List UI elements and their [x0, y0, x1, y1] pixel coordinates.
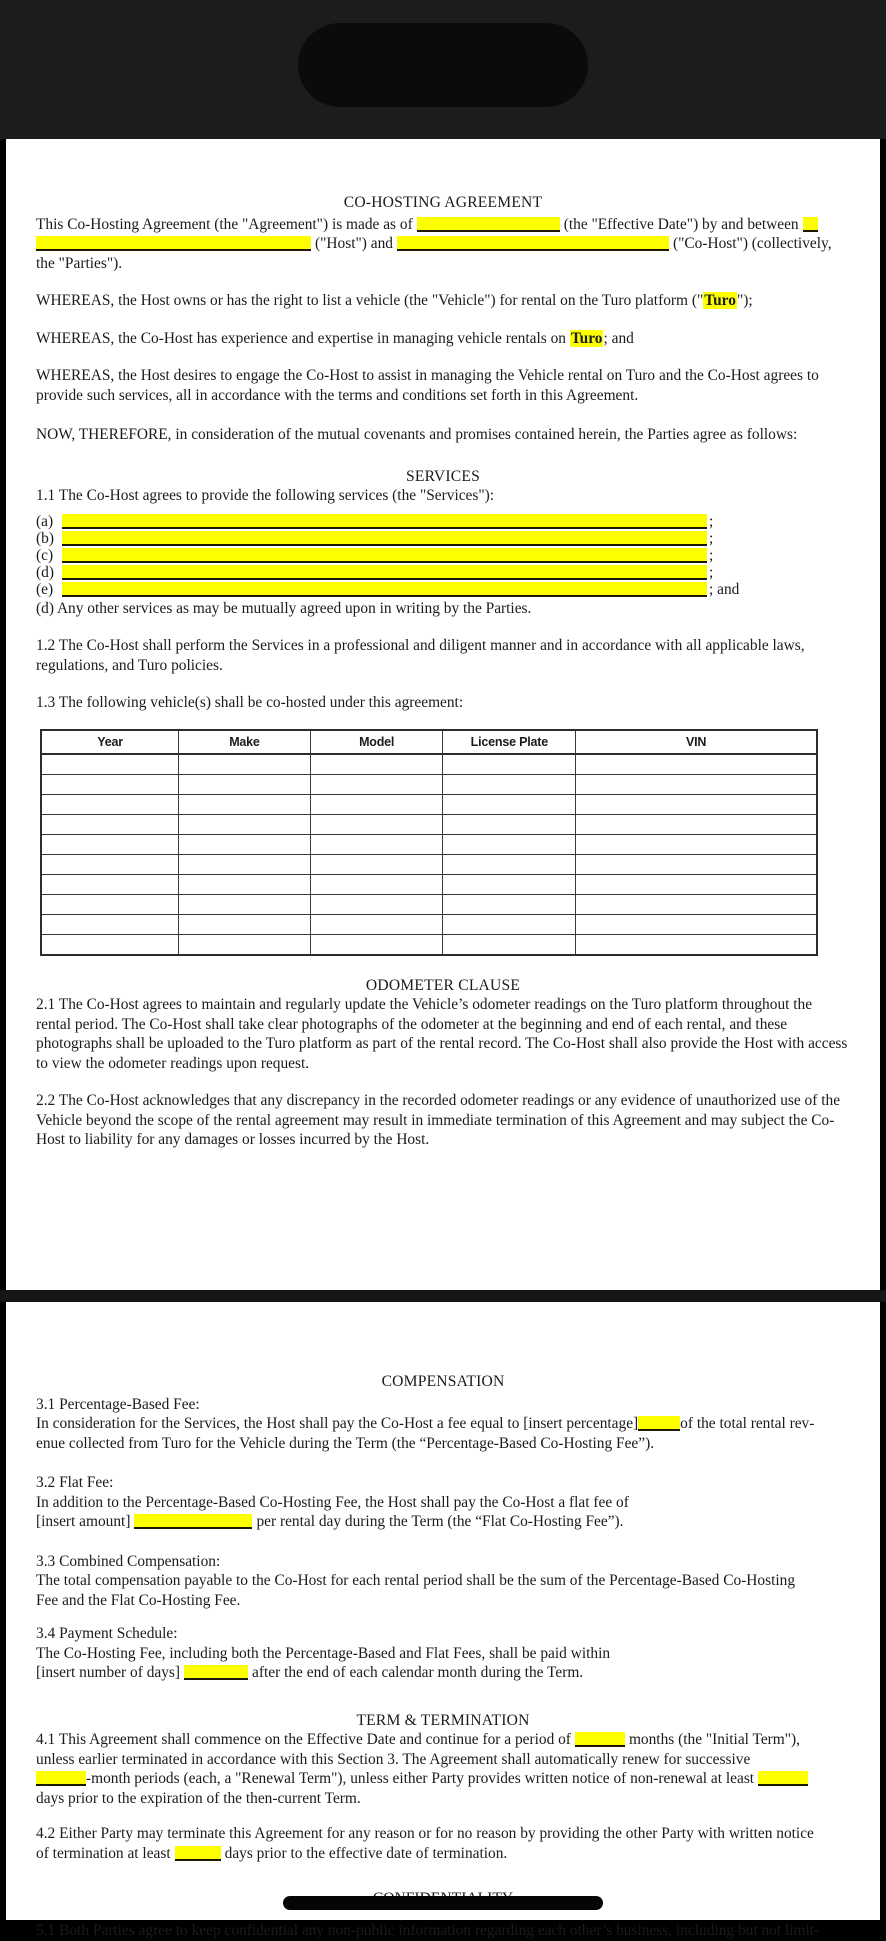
table-cell-empty — [41, 794, 179, 814]
text-run: ("Host") and — [315, 235, 393, 252]
confidentiality-section-header — [36, 1887, 850, 1921]
service-item-label: (e) — [36, 580, 54, 598]
table-cell-empty — [179, 834, 311, 854]
col-header-vin: VIN — [576, 730, 817, 754]
service-item-punctuation: ; and — [709, 580, 740, 598]
text-run: 4.1 This Agreement shall commence on the Effective Date and continue for a period of — [36, 1731, 571, 1748]
service-item-punctuation: ; — [709, 546, 714, 564]
table-cell-empty — [576, 894, 817, 914]
clause-4-1-line-2: unless earlier terminated in accordance with this Section 3. The Agreement shall automatically renew for successive — [36, 1750, 751, 1768]
clause-5-1: 5.1 Both Parties agree to keep confidential any non-public information regarding each other’s business, including but not limit- — [36, 1922, 820, 1939]
clause-2-1: 2.1 The Co-Host agrees to maintain and regularly update the Vehicle’s odometer readings on the Turo platform throughout the rental period. The Co-Host shall take clear photographs of the odometer at the beginning and end of each rental, and these photographs shall be uploaded to the Turo platform as part of the rental record. The Co-Host shall also provide the Host with access to view the odometer readings upon request. — [36, 996, 848, 1072]
blank-flat-fee-amount — [134, 1514, 252, 1529]
service-blank-line — [36, 582, 850, 599]
service-blank-line — [36, 548, 850, 565]
text-run: In consideration for the Services, the Host shall pay the Co-Host a fee equal to [insert percentage] — [36, 1415, 639, 1432]
table-cell-empty — [310, 874, 443, 894]
text-run: [insert number of days] — [36, 1664, 181, 1681]
services-other: (d) Any other services as may be mutually agreed upon in writing by the Parties. — [36, 599, 532, 617]
status-bar — [0, 0, 886, 139]
table-cell-empty — [310, 774, 443, 794]
table-cell-empty — [443, 754, 576, 775]
services-heading: SERVICES — [405, 467, 480, 485]
text-run: This Co-Hosting Agreement (the "Agreement") is made as of — [36, 215, 413, 233]
table-cell-empty — [41, 754, 179, 775]
service-item-label: (a) — [36, 512, 54, 530]
table-cell-empty — [443, 834, 576, 854]
term-termination-heading: TERM & TERMINATION — [356, 1711, 530, 1729]
clause-1-2: 1.2 The Co-Host shall perform the Services in a professional and diligent manner and in accordance with all applicable laws, regulations, and Turo policies. — [36, 637, 805, 674]
table-cell-empty — [41, 914, 179, 934]
text-run: -month periods (each, a "Renewal Term"), unless either Party provides written notice of non-renewal at least — [86, 1770, 755, 1787]
turo-highlight: Turo — [704, 292, 736, 309]
intro-line-2 — [36, 234, 850, 254]
table-cell-empty — [576, 754, 817, 775]
text-run: WHEREAS, the Host owns or has the right to list a vehicle (the "Vehicle") for rental on the Turo platform (" — [36, 292, 704, 309]
table-cell-empty — [41, 874, 179, 894]
clause-4-2-line-2 — [36, 1844, 850, 1864]
blank-percentage — [638, 1416, 680, 1431]
table-cell-empty — [179, 814, 311, 834]
table-cell-empty — [443, 774, 576, 794]
text-run: of termination at least — [36, 1844, 171, 1862]
whereas-clause-1 — [36, 291, 850, 311]
table-cell-empty — [443, 914, 576, 934]
redaction-pill-bottom — [283, 1896, 603, 1910]
table-cell-empty — [179, 754, 311, 775]
clause-3-1-line-2: enue collected from Turo for the Vehicle during the Term (the “Percentage-Based Co-Hosting Fee”). — [36, 1434, 655, 1452]
table-cell-empty — [443, 894, 576, 914]
table-cell-empty — [443, 814, 576, 834]
service-item-label: (b) — [36, 529, 54, 547]
text-run: per rental day during the Term (the “Flat Co-Hosting Fee”). — [256, 1513, 624, 1530]
table-cell-empty — [576, 794, 817, 814]
clause-3-4-title: 3.4 Payment Schedule: — [36, 1625, 178, 1642]
blank-service-description — [62, 531, 707, 546]
table-cell-empty — [576, 914, 817, 934]
clause-4-1-line-3 — [36, 1769, 850, 1789]
table-row-empty — [41, 934, 817, 955]
table-row-empty — [41, 894, 817, 914]
table-cell-empty — [576, 854, 817, 874]
text-run: after the end of each calendar month during the Term. — [252, 1664, 584, 1681]
blank-payment-days — [184, 1665, 248, 1680]
text-run: of the total rental rev- — [680, 1415, 815, 1432]
table-cell-empty — [576, 934, 817, 955]
service-item-punctuation: ; — [709, 512, 714, 530]
table-header-row — [41, 730, 817, 754]
clause-3-2-line-1: In addition to the Percentage-Based Co-Hosting Fee, the Host shall pay the Co-Host a flat fee of — [36, 1493, 629, 1511]
document-title: CO-HOSTING AGREEMENT — [343, 194, 543, 211]
now-therefore: NOW, THEREFORE, in consideration of the mutual covenants and promises contained herein, the Parties agree as follows: — [36, 426, 798, 443]
blank-nonrenewal-notice-days — [758, 1771, 808, 1786]
col-header-make: Make — [179, 730, 311, 754]
service-item-label: (c) — [36, 546, 54, 564]
table-cell-empty — [310, 814, 443, 834]
table-row-empty — [41, 754, 817, 775]
table-row-empty — [41, 794, 817, 814]
table-cell-empty — [576, 874, 817, 894]
clause-1-1: 1.1 The Co-Host agrees to provide the following services (the "Services"): — [36, 487, 495, 504]
text-run: months (the "Initial Term"), — [628, 1731, 800, 1748]
table-cell-empty — [41, 774, 179, 794]
intro-line-1 — [36, 215, 850, 235]
clause-3-3-title: 3.3 Combined Compensation: — [36, 1552, 221, 1570]
text-run: (the "Effective Date") by and between — [563, 215, 799, 233]
table-cell-empty — [443, 874, 576, 894]
clause-4-1-line-1 — [36, 1730, 850, 1750]
col-header-license-plate: License Plate — [443, 730, 576, 754]
clause-1-3: 1.3 The following vehicle(s) shall be co-hosted under this agreement: — [36, 694, 464, 711]
page-gap — [0, 1290, 886, 1302]
table-cell-empty — [179, 914, 311, 934]
service-item-punctuation: ; — [709, 529, 714, 547]
service-blank-line — [36, 565, 850, 582]
blank-cohost-name — [397, 236, 669, 251]
table-row-empty — [41, 914, 817, 934]
table-cell-empty — [576, 774, 817, 794]
clause-3-1-line-1 — [36, 1414, 850, 1434]
intro-line-3 — [36, 254, 850, 274]
table-row-empty — [41, 774, 817, 794]
blank-renewal-term-months — [36, 1771, 86, 1786]
table-cell-empty — [310, 754, 443, 775]
table-cell-empty — [310, 854, 443, 874]
clause-4-2-line-1: 4.2 Either Party may terminate this Agreement for any reason or for no reason by providing the other Party with written notice — [36, 1825, 814, 1842]
text-run: "); — [736, 292, 753, 309]
blank-host-name — [36, 236, 311, 251]
blank-host-start — [803, 217, 818, 232]
clause-2-2: 2.2 The Co-Host acknowledges that any discrepancy in the recorded odometer readings or any evidence of unauthorized use of the Vehicle beyond the scope of the rental agreement may result in immediate termination of this Agreement and may subject the Co-Host to liability for any damages or losses incurred by the Host. — [36, 1092, 841, 1148]
service-blank-line — [36, 514, 850, 531]
document-page-1[interactable] — [6, 139, 880, 1290]
table-cell-empty — [41, 934, 179, 955]
clause-3-1-title: 3.1 Percentage-Based Fee: — [36, 1395, 200, 1413]
table-cell-empty — [576, 814, 817, 834]
blank-termination-notice-days — [175, 1846, 221, 1861]
blank-service-description — [62, 565, 707, 580]
text-run: [insert amount] — [36, 1513, 131, 1530]
whereas-clause-3: WHEREAS, the Host desires to engage the Co-Host to assist in managing the Vehicle rental on Turo and the Co-Host agrees to provide such services, all in accordance with the terms and conditions set forth in this Agreement. — [36, 367, 819, 404]
redaction-pill-top — [298, 23, 588, 107]
text-run: WHEREAS, the Co-Host has experience and expertise in managing vehicle rentals on — [36, 329, 570, 347]
table-row-empty — [41, 834, 817, 854]
clause-3-4-line-1: The Co-Hosting Fee, including both the Percentage-Based and Flat Fees, shall be paid within — [36, 1644, 611, 1662]
col-header-year: Year — [41, 730, 179, 754]
clause-3-3-line-2: Fee and the Flat Co-Hosting Fee. — [36, 1591, 241, 1609]
table-row-empty — [41, 874, 817, 894]
table-row-empty — [41, 814, 817, 834]
table-row-empty — [41, 854, 817, 874]
table-cell-empty — [443, 854, 576, 874]
table-cell-empty — [179, 794, 311, 814]
odometer-heading: ODOMETER CLAUSE — [365, 976, 521, 994]
table-cell-empty — [310, 834, 443, 854]
table-cell-empty — [179, 934, 311, 955]
intro-paragraph — [36, 215, 850, 274]
table-cell-empty — [179, 774, 311, 794]
clause-3-2-title: 3.2 Flat Fee: — [36, 1474, 114, 1491]
clause-3-3-line-1: The total compensation payable to the Co-Host for each rental period shall be the sum of the Percentage-Based Co-Hosting — [36, 1572, 796, 1589]
table-cell-empty — [41, 854, 179, 874]
table-cell-empty — [179, 854, 311, 874]
turo-highlight: Turo — [570, 329, 603, 347]
table-cell-empty — [179, 874, 311, 894]
text-run: ("Co-Host") (collectively, — [672, 235, 832, 252]
document-page-2[interactable] — [6, 1302, 880, 1939]
service-blank-line — [36, 531, 850, 548]
services-list — [36, 514, 850, 599]
blank-service-description — [62, 548, 707, 563]
service-item-label: (d) — [36, 563, 54, 581]
blank-effective-date — [417, 217, 560, 232]
blank-service-description — [62, 514, 707, 529]
table-cell-empty — [41, 834, 179, 854]
blank-initial-term-months — [575, 1732, 625, 1747]
whereas-clause-2 — [36, 329, 850, 349]
service-item-punctuation: ; — [709, 563, 714, 581]
clause-4-1-line-4: days prior to the expiration of the then-current Term. — [36, 1789, 361, 1807]
text-run: the "Parties"). — [36, 254, 123, 272]
vehicle-table — [40, 729, 818, 956]
table-cell-empty — [310, 914, 443, 934]
clause-3-4-line-2 — [36, 1663, 850, 1683]
table-cell-empty — [310, 894, 443, 914]
blank-service-description — [62, 582, 707, 597]
text-run: days prior to the effective date of termination. — [224, 1844, 508, 1862]
clause-3-2-line-2 — [36, 1512, 850, 1532]
table-cell-empty — [41, 894, 179, 914]
col-header-model: Model — [310, 730, 443, 754]
table-cell-empty — [41, 814, 179, 834]
table-cell-empty — [443, 794, 576, 814]
vehicle-table-body — [41, 754, 817, 955]
table-cell-empty — [576, 834, 817, 854]
table-cell-empty — [310, 794, 443, 814]
text-run: ; and — [603, 329, 634, 347]
compensation-heading: COMPENSATION — [381, 1373, 505, 1390]
table-cell-empty — [443, 934, 576, 955]
table-cell-empty — [310, 934, 443, 955]
table-cell-empty — [179, 894, 311, 914]
